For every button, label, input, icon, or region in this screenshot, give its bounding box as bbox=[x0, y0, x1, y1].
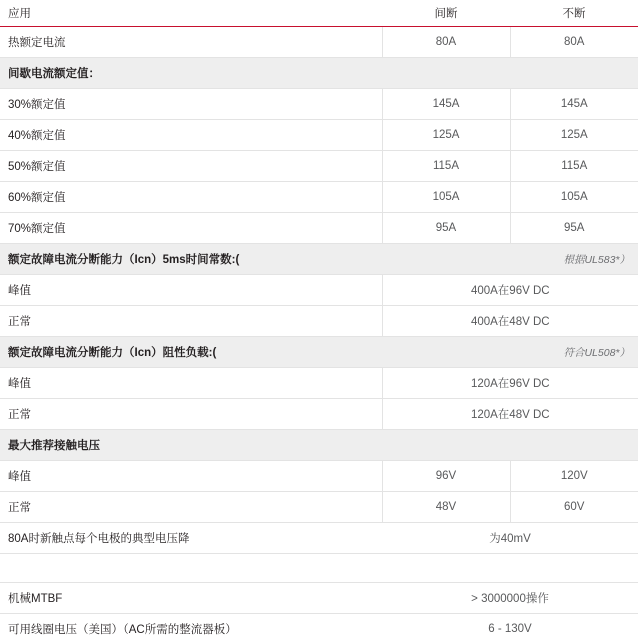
table-row bbox=[0, 120, 638, 151]
row-value-1: 80A bbox=[382, 27, 510, 58]
table-row bbox=[0, 614, 638, 644]
row-value-2: 95A bbox=[510, 213, 638, 244]
section-note: 符合UL508*） bbox=[382, 337, 638, 368]
row-value-merged: 6 - 130V bbox=[382, 614, 638, 644]
section-label: 间歇电流额定值： bbox=[0, 58, 382, 89]
header-col1: 间断 bbox=[382, 0, 510, 27]
section-label: 额定故障电流分断能力（Icn）5ms时间常数:( bbox=[0, 244, 382, 275]
table-row bbox=[0, 368, 638, 399]
table-row bbox=[0, 213, 638, 244]
row-value-2: 145A bbox=[510, 89, 638, 120]
row-value-2: 60V bbox=[510, 492, 638, 523]
row-value-merged: 120A在48V DC bbox=[382, 399, 638, 430]
row-value-merged: 400A在96V DC bbox=[382, 275, 638, 306]
row-value-2: 125A bbox=[510, 120, 638, 151]
row-label: 50%额定值 bbox=[0, 151, 382, 182]
row-value-merged: > 3000000操作 bbox=[382, 583, 638, 614]
row-value-2: 120V bbox=[510, 461, 638, 492]
section-row bbox=[0, 244, 638, 275]
table-row bbox=[0, 399, 638, 430]
table-row bbox=[0, 182, 638, 213]
section-label: 最大推荐接触电压 bbox=[0, 430, 382, 461]
table-row bbox=[0, 492, 638, 523]
row-value-2: 115A bbox=[510, 151, 638, 182]
row-value-merged: 为40mV bbox=[382, 523, 638, 554]
row-label: 峰值 bbox=[0, 368, 382, 399]
table-row bbox=[0, 461, 638, 492]
section-note: 根据UL583*） bbox=[382, 244, 638, 275]
row-value-2: 80A bbox=[510, 27, 638, 58]
row-value-1: 105A bbox=[382, 182, 510, 213]
row-value-2: 105A bbox=[510, 182, 638, 213]
table-row-blank bbox=[0, 554, 638, 583]
table-row bbox=[0, 275, 638, 306]
row-label: 热额定电流 bbox=[0, 27, 382, 58]
table-header-row bbox=[0, 0, 638, 27]
section-note bbox=[382, 58, 638, 89]
row-label: 60%额定值 bbox=[0, 182, 382, 213]
table-row bbox=[0, 89, 638, 120]
table-row bbox=[0, 151, 638, 182]
row-label: 70%额定值 bbox=[0, 213, 382, 244]
section-note bbox=[382, 430, 638, 461]
row-value-1: 145A bbox=[382, 89, 510, 120]
row-label: 峰值 bbox=[0, 275, 382, 306]
table-row bbox=[0, 306, 638, 337]
row-label: 正常 bbox=[0, 399, 382, 430]
row-label: 正常 bbox=[0, 492, 382, 523]
table-row bbox=[0, 523, 638, 554]
row-label: 机械MTBF bbox=[0, 583, 382, 614]
section-row bbox=[0, 430, 638, 461]
table-row bbox=[0, 27, 638, 58]
row-value-1: 115A bbox=[382, 151, 510, 182]
row-value-merged: 400A在48V DC bbox=[382, 306, 638, 337]
row-value-1: 48V bbox=[382, 492, 510, 523]
section-row bbox=[0, 58, 638, 89]
row-value-merged: 120A在96V DC bbox=[382, 368, 638, 399]
row-value-1: 95A bbox=[382, 213, 510, 244]
row-label: 30%额定值 bbox=[0, 89, 382, 120]
row-label bbox=[0, 554, 382, 583]
row-label: 峰值 bbox=[0, 461, 382, 492]
row-label: 可用线圈电压（美国）（AC所需的整流器板） bbox=[0, 614, 382, 644]
table-row bbox=[0, 583, 638, 614]
row-label: 正常 bbox=[0, 306, 382, 337]
row-value-merged bbox=[382, 554, 638, 583]
row-value-1: 96V bbox=[382, 461, 510, 492]
row-label: 80A时新触点每个电极的典型电压降 bbox=[0, 523, 382, 554]
row-label: 40%额定值 bbox=[0, 120, 382, 151]
section-label: 额定故障电流分断能力（Icn）阻性负载:( bbox=[0, 337, 382, 368]
header-col2: 不断 bbox=[510, 0, 638, 27]
header-label: 应用 bbox=[0, 0, 382, 27]
section-row bbox=[0, 337, 638, 368]
row-value-1: 125A bbox=[382, 120, 510, 151]
